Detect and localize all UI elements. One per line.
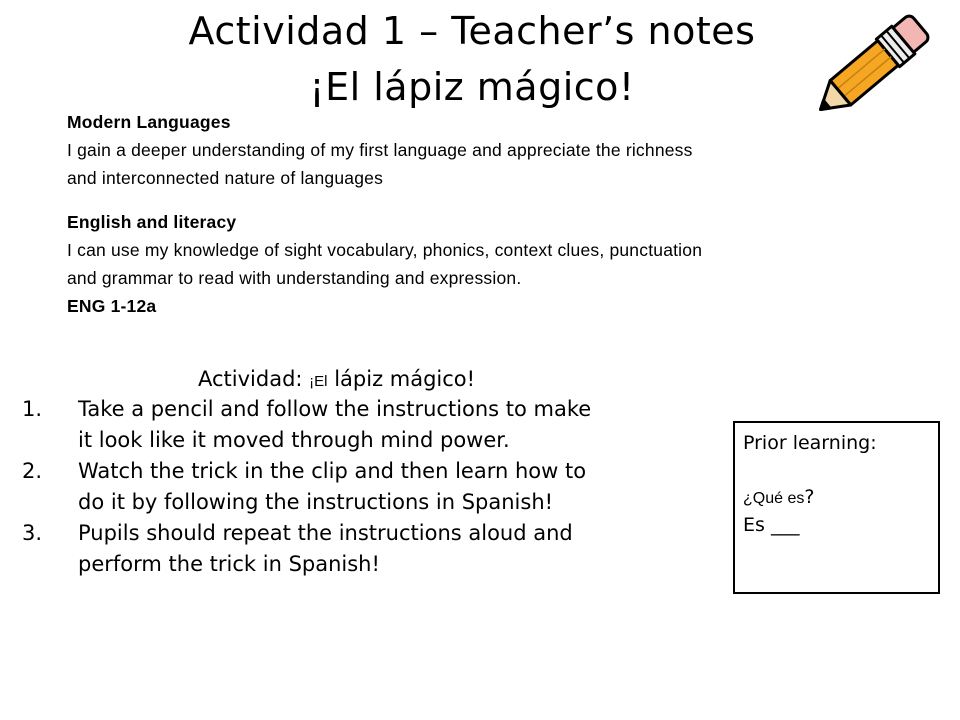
step-text: do it by following the instructions in Spanish!: [78, 490, 554, 514]
list-item: [22, 456, 722, 518]
page-title: Actividad 1 – Teacher’s notes: [188, 9, 756, 53]
page-subtitle: ¡El lápiz mágico!: [309, 65, 635, 109]
activity-title: [198, 364, 475, 397]
step-text: Pupils should repeat the instructions aloud and: [78, 521, 573, 545]
outcome-heading: English and literacy: [67, 212, 237, 232]
step-text: perform the trick in Spanish!: [78, 552, 380, 576]
step-text: it look like it moved through mind power.: [78, 428, 510, 452]
activity-steps: [22, 394, 722, 580]
activity-title-small: ¡El: [309, 373, 328, 390]
prior-learning-question: [743, 485, 930, 511]
list-item: [22, 518, 722, 580]
activity-title-rest: lápiz mágico!: [334, 367, 476, 391]
list-item: [22, 394, 722, 456]
step-number: 2.: [22, 459, 43, 483]
outcome-text: and grammar to read with understanding and expression.: [67, 268, 522, 288]
outcome-english-literacy: [67, 208, 867, 320]
step-text: Watch the trick in the clip and then learn how to: [78, 459, 587, 483]
question-mark: ?: [804, 486, 815, 508]
question-text: ¿Qué es: [743, 490, 805, 507]
outcome-text: and interconnected nature of languages: [67, 168, 384, 188]
activity-label: Actividad:: [198, 367, 303, 391]
prior-learning-heading: Prior learning:: [743, 432, 877, 454]
step-text: Take a pencil and follow the instructions to make: [78, 397, 592, 421]
outcome-code: ENG 1-12a: [67, 296, 157, 316]
outcome-text: I gain a deeper understanding of my first language and appreciate the richness: [67, 140, 693, 160]
prior-learning-box: [733, 421, 940, 594]
step-number: 1.: [22, 397, 43, 421]
step-number: 3.: [22, 521, 43, 545]
outcome-heading: Modern Languages: [67, 112, 231, 132]
outcome-text: I can use my knowledge of sight vocabulary, phonics, context clues, punctuation: [67, 240, 703, 260]
prior-learning-answer: Es ___: [743, 514, 800, 536]
outcome-modern-languages: [67, 108, 867, 192]
